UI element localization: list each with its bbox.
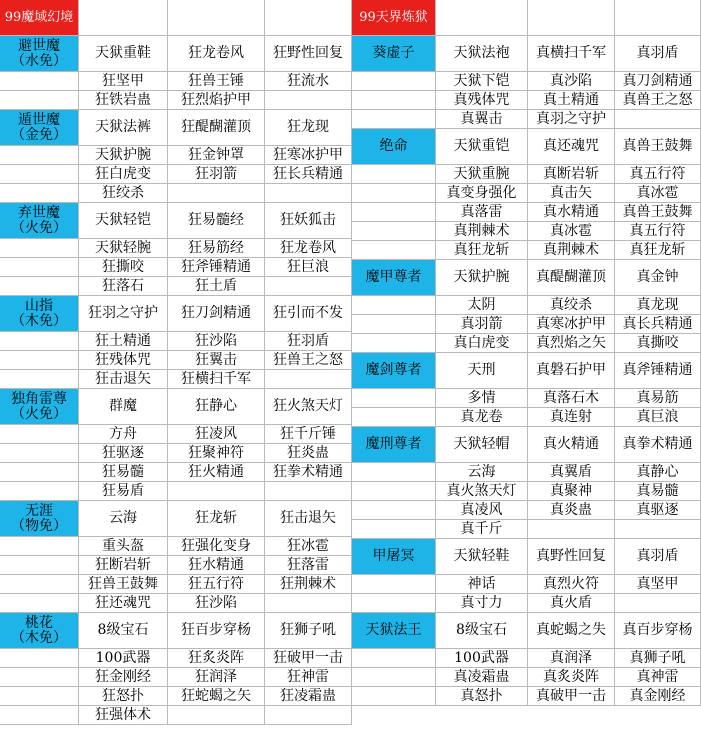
loot-item: 天狱轻铠 [79,203,168,239]
loot-item: 真醍醐灌顶 [528,260,615,296]
loot-item: 狂蛇蝎之矢 [168,687,265,706]
left-label-blank [0,594,79,613]
left-label-blank [0,239,79,258]
right-label-blank [352,575,436,594]
loot-item: 8级宝石 [79,613,168,649]
loot-item: 狂驱逐 [79,444,168,463]
right-label-blank [352,463,436,482]
left-label-blank [0,165,79,184]
loot-item: 狂长兵精通 [265,165,352,184]
loot-item: 狂坚甲 [79,72,168,91]
left-label-blank [0,258,79,277]
loot-item: 狂沙陷 [168,332,265,351]
loot-item: 真断岩斩 [528,165,615,184]
loot-item: 狂火煞天灯 [265,389,352,425]
loot-item: 狂金钟罩 [168,146,265,165]
loot-item: 天狱轻腕 [79,239,168,258]
loot-item: 天狱轻鞋 [436,539,528,575]
loot-item: 狂兽王锤 [168,72,265,91]
loot-item: 真易髓 [615,482,701,501]
loot-item: 狂凌风 [168,425,265,444]
loot-item: 狂龙斩 [168,501,265,537]
loot-item: 狂神雷 [265,668,352,687]
loot-item: 真斧锤精通 [615,353,701,389]
loot-item: 狂千斤锤 [265,425,352,444]
loot-item: 狂水精通 [168,556,265,575]
left-section-name: 桃花 （木免） [0,613,79,649]
loot-item: 狂龙现 [265,110,352,146]
left-label-blank [0,668,79,687]
left-label-blank [0,706,79,725]
loot-item: 真狮子吼 [615,649,701,668]
loot-item: 狂荆棘术 [265,575,352,594]
loot-item: 天狱轻帽 [436,427,528,463]
right-label-blank [352,520,436,539]
right-label-blank [352,649,436,668]
loot-item: 真土精通 [528,91,615,110]
right-section-name: 绝命 [352,129,436,165]
loot-item: 群魔 [79,389,168,425]
left-label-blank [0,575,79,594]
loot-item: 100武器 [79,649,168,668]
left-header-blank [168,0,265,36]
right-header-blank [528,0,615,36]
loot-item: 真金钟 [615,260,701,296]
loot-item [615,594,701,613]
loot-item: 狂土盾 [168,277,265,296]
loot-item: 重头盔 [79,537,168,556]
loot-item: 狂巨浪 [265,258,352,277]
right-label-blank [352,389,436,408]
left-label-blank [0,444,79,463]
loot-item: 多情 [436,389,528,408]
loot-item: 天狱重铠 [436,129,528,165]
loot-item: 真破甲一击 [528,687,615,706]
loot-item: 狂兽王之怒 [265,351,352,370]
left-label-blank [0,463,79,482]
right-header-blank [615,0,701,36]
loot-item: 真残体咒 [436,91,528,110]
left-label-blank [0,91,79,110]
loot-item [528,520,615,539]
loot-item: 狂断岩斩 [79,556,168,575]
right-label-blank [352,72,436,91]
loot-item: 天刑 [436,353,528,389]
loot-item: 狂羽箭 [168,165,265,184]
loot-item: 真润泽 [528,649,615,668]
loot-item: 真兽王鼓舞 [615,203,701,222]
loot-item: 狂易盾 [79,482,168,501]
loot-item: 真聚神 [528,482,615,501]
loot-item [265,277,352,296]
loot-item: 狂百步穿杨 [168,613,265,649]
loot-item: 真易筋 [615,389,701,408]
loot-item: 天狱下铠 [436,72,528,91]
loot-item: 8级宝石 [436,613,528,649]
loot-item: 真冰雹 [528,222,615,241]
loot-item: 真寒冰护甲 [528,315,615,334]
left-section-name: 无涯 （物免） [0,501,79,537]
loot-item: 狂流水 [265,72,352,91]
loot-item: 100武器 [436,649,528,668]
loot-item: 真兽王之怒 [615,91,701,110]
right-title: 99天界炼狱 [352,0,436,36]
right-section-name: 天狱法王 [352,613,436,649]
loot-item: 狂易髓 [79,463,168,482]
loot-item: 真兽王鼓舞 [615,129,701,165]
loot-item: 真沙陷 [528,72,615,91]
loot-item: 真烈火符 [528,575,615,594]
loot-item: 真炎蛊 [528,501,615,520]
loot-item: 天狱重腕 [436,165,528,184]
loot-item [265,594,352,613]
loot-item: 真羽盾 [615,539,701,575]
loot-item: 真羽之守护 [528,110,615,129]
loot-item: 狂残体咒 [79,351,168,370]
right-label-blank [352,501,436,520]
loot-item: 狂土精通 [79,332,168,351]
loot-item: 狂羽之守护 [79,296,168,332]
loot-item: 狂撕咬 [79,258,168,277]
loot-item: 真野性回复 [528,539,615,575]
loot-item: 狂落石 [79,277,168,296]
loot-item: 狂狮子吼 [265,613,352,649]
loot-item: 狂龙卷风 [265,239,352,258]
loot-item: 真落石木 [528,389,615,408]
loot-item [265,91,352,110]
right-section-name: 魔甲尊者 [352,260,436,296]
left-header-blank [265,0,352,36]
loot-item: 真白虎变 [436,334,528,353]
loot-item: 真荆棘术 [436,222,528,241]
loot-item: 真变身强化 [436,184,528,203]
loot-item: 太阴 [436,296,528,315]
loot-item [168,482,265,501]
loot-item: 狂强体术 [79,706,168,725]
loot-item: 真狂龙斩 [615,241,701,260]
loot-item: 狂引而不发 [265,296,352,332]
loot-item: 真拳术精通 [615,427,701,463]
loot-item: 狂拳术精通 [265,463,352,482]
loot-item: 真羽盾 [615,36,701,72]
left-label-blank [0,146,79,165]
loot-item: 真千斤 [436,520,528,539]
loot-item: 天狱法裤 [79,110,168,146]
left-label-blank [0,184,79,203]
loot-item [168,184,265,203]
loot-item: 真静心 [615,463,701,482]
loot-item: 神话 [436,575,528,594]
left-section-name: 山指 （木免） [0,296,79,332]
loot-item: 真寸力 [436,594,528,613]
loot-item: 真磐石护甲 [528,353,615,389]
loot-item: 天狱重鞋 [79,36,168,72]
loot-item: 方舟 [79,425,168,444]
loot-item: 真还魂咒 [528,129,615,165]
loot-item: 狂寒冰护甲 [265,146,352,165]
loot-item: 云海 [436,463,528,482]
right-label-blank [352,594,436,613]
loot-item: 狂斧锤精通 [168,258,265,277]
loot-item: 狂野性回复 [265,36,352,72]
loot-item: 狂龙卷风 [168,36,265,72]
right-label-blank [352,222,436,241]
right-section-name: 魔刑尊者 [352,427,436,463]
right-label-blank [352,482,436,501]
loot-item: 狂冰雹 [265,537,352,556]
right-header-blank [436,0,528,36]
loot-item: 狂金刚经 [79,668,168,687]
loot-item: 真刀剑精通 [615,72,701,91]
loot-item: 真驱逐 [615,501,701,520]
loot-item: 真凌霜蛊 [436,668,528,687]
loot-item: 真火煞天灯 [436,482,528,501]
loot-item: 狂横扫千军 [168,370,265,389]
right-label-blank [352,110,436,129]
loot-item: 真翼击 [436,110,528,129]
loot-item: 真火盾 [528,594,615,613]
left-section-name: 避世魔 （水免） [0,36,79,72]
loot-item: 真冰雹 [615,184,701,203]
right-section-name: 魔剑尊者 [352,353,436,389]
loot-item: 真坚甲 [615,575,701,594]
loot-item: 狂白虎变 [79,165,168,184]
right-section-name: 甲屠冥 [352,539,436,575]
loot-item: 狂沙陷 [168,594,265,613]
loot-item: 狂凌霜蛊 [265,687,352,706]
loot-item [265,482,352,501]
right-label-blank [352,184,436,203]
loot-item: 真百步穿杨 [615,613,701,649]
left-section-name: 弃世魔 （火免） [0,203,79,239]
loot-item: 真水精通 [528,203,615,222]
loot-item: 真蛇蝎之失 [528,613,615,649]
left-label-blank [0,351,79,370]
loot-item: 狂铁岩蛊 [79,91,168,110]
loot-item: 狂聚神符 [168,444,265,463]
left-section-name: 独角雷尊 （火免） [0,389,79,425]
left-label-blank [0,277,79,296]
loot-item: 狂易髓经 [168,203,265,239]
right-label-blank [352,687,436,706]
loot-item: 真烈焰之矢 [528,334,615,353]
left-label-blank [0,332,79,351]
left-label-blank [0,537,79,556]
left-label-blank [0,72,79,91]
right-label-blank [352,241,436,260]
left-section-name: 遁世魔 （金免） [0,110,79,146]
loot-item: 狂醍醐灌顶 [168,110,265,146]
right-label-blank [352,315,436,334]
left-label-blank [0,370,79,389]
loot-item: 狂妖狐击 [265,203,352,239]
loot-item: 真荆棘术 [528,241,615,260]
loot-item: 狂润泽 [168,668,265,687]
loot-item: 真长兵精通 [615,315,701,334]
loot-item: 狂强化变身 [168,537,265,556]
loot-item: 狂静心 [168,389,265,425]
loot-item: 狂兽王鼓舞 [79,575,168,594]
loot-item: 狂烈焰护甲 [168,91,265,110]
loot-item: 天狱法袍 [436,36,528,72]
right-label-blank [352,91,436,110]
loot-item: 真羽箭 [436,315,528,334]
loot-item: 真狂龙斩 [436,241,528,260]
loot-item: 真龙现 [615,296,701,315]
loot-item: 真怒扑 [436,687,528,706]
loot-item: 真金刚经 [615,687,701,706]
loot-item: 狂翼击 [168,351,265,370]
loot-item: 真横扫千军 [528,36,615,72]
loot-item: 狂击退矢 [265,501,352,537]
loot-item: 真落雷 [436,203,528,222]
loot-item: 真神雷 [615,668,701,687]
loot-item: 狂还魂咒 [79,594,168,613]
right-label-blank [352,296,436,315]
left-label-blank [0,687,79,706]
loot-item [265,184,352,203]
left-title: 99魔域幻境 [0,0,79,36]
loot-item [168,706,265,725]
loot-item: 狂怒扑 [79,687,168,706]
right-label-blank [352,334,436,353]
loot-item: 狂击退矢 [79,370,168,389]
loot-item: 云海 [79,501,168,537]
loot-item: 狂炎蛊 [265,444,352,463]
loot-item: 真撕咬 [615,334,701,353]
loot-item: 真火精通 [528,427,615,463]
loot-item: 真击矢 [528,184,615,203]
loot-item: 狂易筋经 [168,239,265,258]
loot-item: 真五行符 [615,165,701,184]
loot-item: 真龙卷 [436,408,528,427]
loot-item: 真炙炎阵 [528,668,615,687]
left-label-blank [0,425,79,444]
loot-item: 狂绞杀 [79,184,168,203]
loot-item: 狂落雷 [265,556,352,575]
loot-item: 天狱护腕 [436,260,528,296]
loot-item: 狂火精通 [168,463,265,482]
left-label-blank [0,649,79,668]
loot-item: 真绞杀 [528,296,615,315]
right-section-name: 葵虚子 [352,36,436,72]
loot-item: 狂炙炎阵 [168,649,265,668]
right-label-blank [352,408,436,427]
loot-item: 狂破甲一击 [265,649,352,668]
loot-item: 真连射 [528,408,615,427]
loot-item: 狂羽盾 [265,332,352,351]
left-header-blank [79,0,168,36]
loot-item: 真五行符 [615,222,701,241]
left-label-blank [0,556,79,575]
loot-item: 狂五行符 [168,575,265,594]
loot-item: 天狱护腕 [79,146,168,165]
right-label-blank [352,668,436,687]
loot-item: 真翼盾 [528,463,615,482]
left-label-blank [0,482,79,501]
loot-item [265,706,352,725]
loot-item: 真巨浪 [615,408,701,427]
right-label-blank [352,203,436,222]
loot-item: 真凌风 [436,501,528,520]
right-label-blank [352,165,436,184]
loot-item: 狂刀剑精通 [168,296,265,332]
loot-item [615,110,701,129]
loot-item [265,370,352,389]
loot-item [615,520,701,539]
